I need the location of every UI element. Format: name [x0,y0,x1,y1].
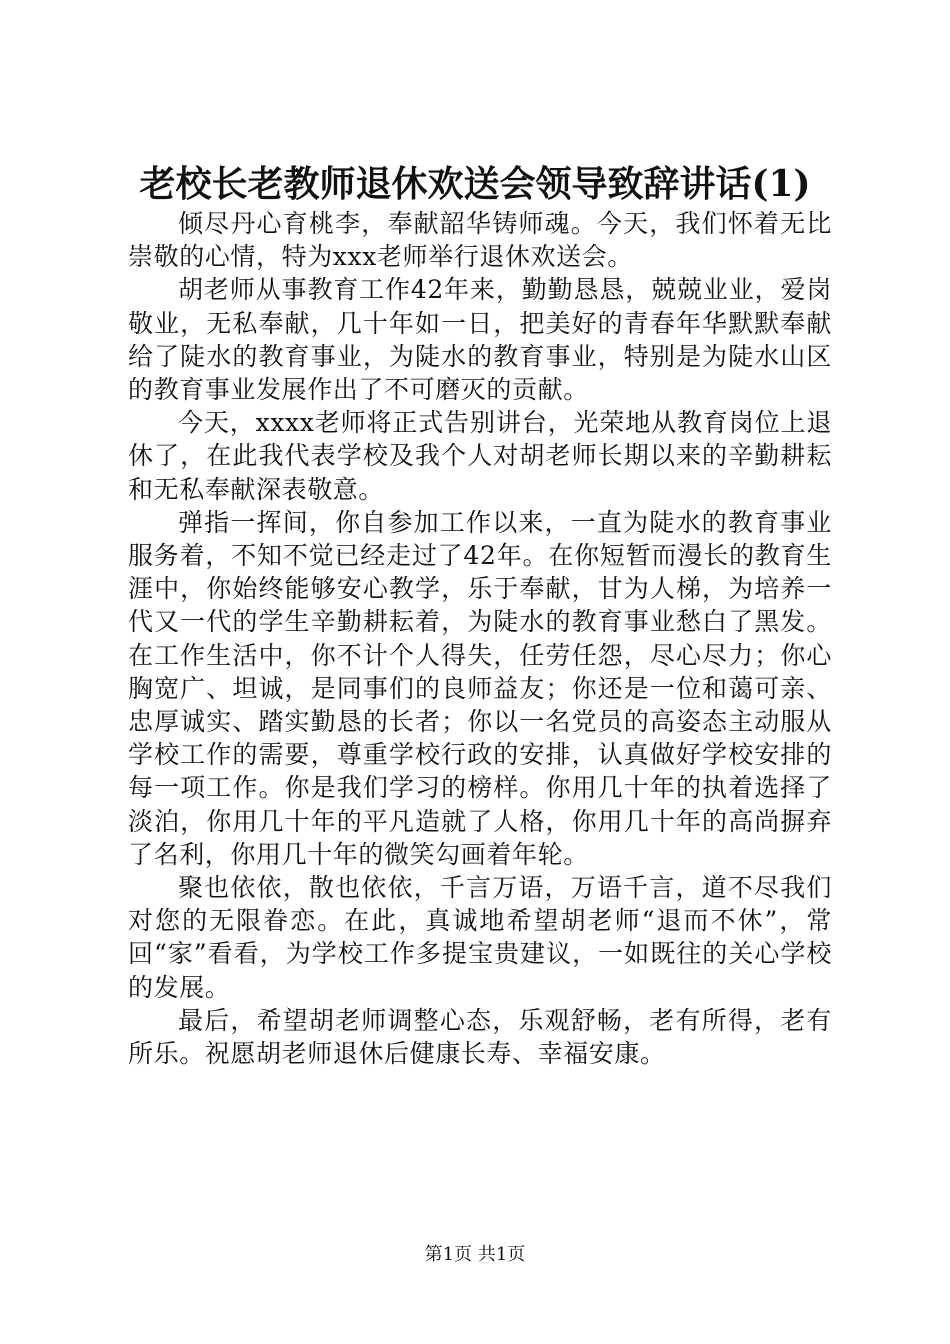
document-title: 老校长老教师退休欢送会领导致辞讲话(1) [139,163,811,205]
paragraph: 弹指一挥间，你自参加工作以来，一直为陡水的教育事业服务着，不知不觉已经走过了42年。在你短暂而漫长的教育生涯中，你始终能够安心教学，乐于奉献，甘为人梯，为培养一代又一代的学生辛勤耕耘着，为陡水的教育事业愁白了黑发。在工作生活中，你不计个人得失，任劳任怨，尽心尽力；你心胸宽广、坦诚，是同事们的良师益友；你还是一位和蔼可亲、忠厚诚实、踏实勤恳的长者；你以一名党员的高姿态主动服从学校工作的需要，尊重学校行政的安排，认真做好学校安排的每一项工作。你是我们学习的榜样。你用几十年的执着选择了淡泊，你用几十年的平凡造就了人格，你用几十年的高尚摒弃了名利，你用几十年的微笑勾画着年轮。 [128,507,832,869]
page-footer: 第1页 共1页 [424,1244,526,1265]
paragraph: 倾尽丹心育桃李，奉献韶华铸师魂。今天，我们怀着无比崇敬的心情，特为xxx老师举行退休欢送会。 [128,209,832,272]
document-body [128,207,832,1070]
paragraph: 聚也依依，散也依依，千言万语，万语千言，道不尽我们对您的无限眷恋。在此，真诚地希望胡老师“退而不休”，常回“家”看看，为学校工作多提宝贵建议，一如既往的关心学校的发展。 [128,873,832,1002]
paragraph: 最后，希望胡老师调整心态，乐观舒畅，老有所得，老有所乐。祝愿胡老师退休后健康长寿、幸福安康。 [128,1005,832,1069]
paragraph: 今天，xxxx老师将正式告别讲台，光荣地从教育岗位上退休了，在此我代表学校及我个人对胡老师长期以来的辛勤耕耘和无私奉献深表敬意。 [128,408,832,504]
paragraph: 胡老师从事教育工作42年来，勤勤恳恳，兢兢业业，爱岗敬业，无私奉献，几十年如一日，把美好的青春年华默默奉献给了陡水的教育事业，为陡水的教育事业，特别是为陡水山区的教育事业发展作出了不可磨灭的贡献。 [128,275,832,405]
